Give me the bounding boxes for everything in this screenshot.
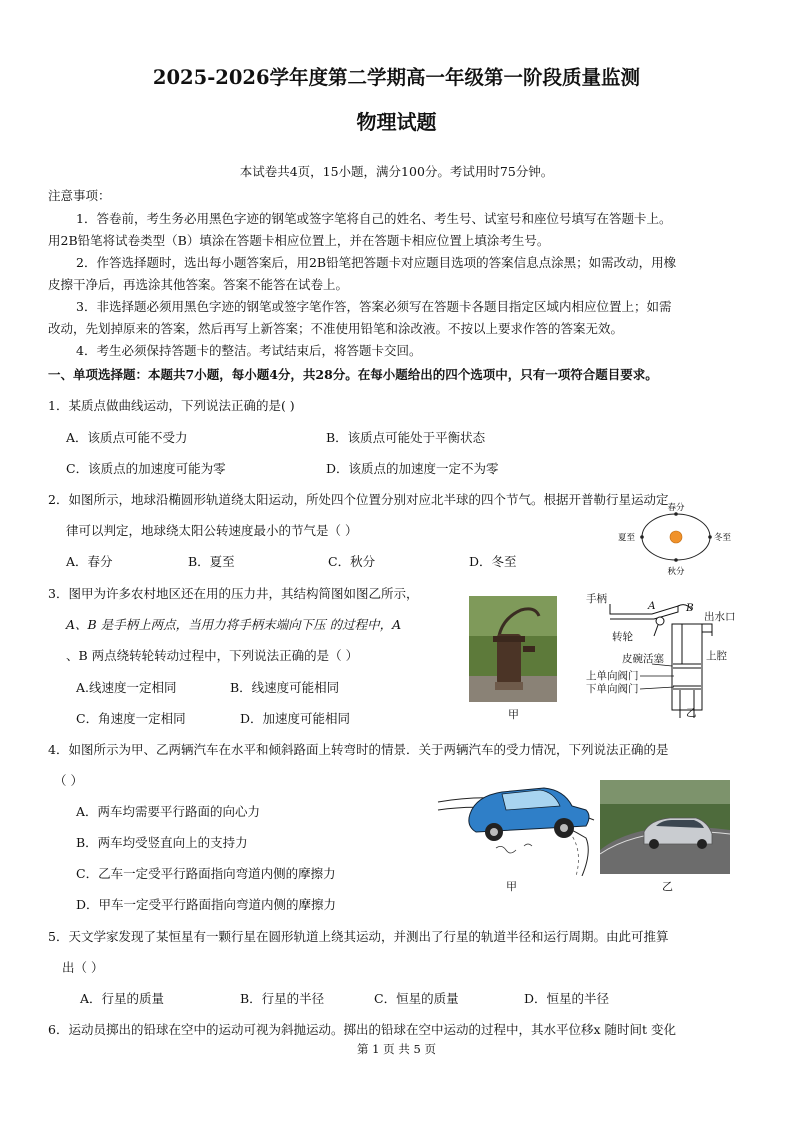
pump-photo-caption: 甲 [508, 708, 519, 721]
q1-option-b: B．该质点可能处于平衡状态 [326, 430, 486, 445]
label-valve-up: 上单向阀门 [586, 670, 639, 682]
label-wheel: 转轮 [612, 631, 633, 643]
pump-photo [469, 596, 557, 702]
q3-option-d: D．加速度可能相同 [240, 711, 351, 726]
notice-line-4: 皮擦干净后，再选涂其他答案。答案不能答在试卷上。 [48, 277, 349, 292]
q2-option-c: C．秋分 [328, 554, 376, 569]
q2-stem-2: 律可以判定，地球绕太阳公转速度最小的节气是（ ） [66, 523, 358, 538]
notice-heading: 注意事项： [48, 188, 111, 203]
notice-line-3: 2．作答选择题时，选出每小题答案后，用2B铅笔把答题卡对应题目选项的答案信息点涂黑；如需改动，用橡 [76, 255, 677, 270]
notice-line-7: 4．考生必须保持答题卡的整洁。考试结束后，将答题卡交回。 [76, 343, 422, 358]
q3-stem-1: 3．图甲为许多农村地区还在用的压力井，其结构简图如图乙所示， [48, 586, 419, 601]
q4-option-b: B．两车均受竖直向上的支持力 [76, 835, 248, 850]
pump-diagram [582, 588, 754, 720]
notice-line-1: 1．答卷前，考生务必用黑色字迹的钢笔或签字笔将自己的姓名、考生号、试室号和座位号填写在答题卡上。 [76, 211, 672, 226]
label-point-a: A [648, 600, 656, 612]
q3-stem-3: 、B 两点绕转轮转动过程中，下列说法正确的是（ ） [66, 648, 359, 663]
q5-option-b: B．行星的半径 [240, 991, 325, 1006]
q5-option-d: D．恒星的半径 [524, 991, 610, 1006]
q6-stem-1: 6．运动员掷出的铅球在空中的运动可视为斜抛运动。掷出的铅球在空中运动的过程中，其水平位移x 随时间t 变化 [48, 1022, 676, 1037]
page-subtitle: 物理试题 [356, 110, 437, 134]
q3-stem-2: A、B 是手柄上两点，当用力将手柄末端向下压 的过程中，A [66, 617, 402, 632]
label-outlet: 出水口 [704, 611, 736, 623]
label-piston: 皮碗活塞 [622, 653, 664, 665]
q4-option-a: A．两车均需要平行路面的向心力 [76, 804, 261, 819]
q1-stem: 1．某质点做曲线运动，下列说法正确的是( ) [48, 398, 295, 413]
label-valve-down: 下单向阀门 [586, 683, 639, 695]
orbit-label-spring: 春分 [667, 503, 685, 513]
q2-stem-1: 2．如图所示，地球沿椭圆形轨道绕太阳运动，所处四个位置分别对应北半球的四个节气。根据开普勒行星运动定 [48, 492, 669, 507]
q1-option-c: C．该质点的加速度可能为零 [66, 461, 226, 476]
page-footer: 第 1 页 共 5 页 [357, 1042, 436, 1056]
label-point-b: B [686, 602, 694, 614]
q3-option-a: A.线速度一定相同 [76, 680, 177, 695]
notice-line-2: 用2B铅笔将试卷类型（B）填涂在答题卡相应位置上，并在答题卡相应位置上填涂考生号。 [48, 233, 550, 248]
sun-icon [670, 531, 682, 543]
exam-intro: 本试卷共4页，15小题，满分100分。考试用时75分钟。 [239, 164, 554, 179]
car-photo [600, 780, 730, 874]
car-cartoon [436, 780, 596, 876]
orbit-label-winter: 冬至 [714, 533, 732, 543]
q1-option-d: D．该质点的加速度一定不为零 [326, 461, 499, 476]
section-heading: 一、单项选择题：本题共7小题，每小题4分，共28分。在每小题给出的四个选项中，只有一项符合题目要求。 [48, 367, 658, 382]
q3-option-c: C．角速度一定相同 [76, 711, 186, 726]
label-handle: 手柄 [586, 593, 607, 605]
q4-option-c: C．乙车一定受平行路面指向弯道内侧的摩擦力 [76, 866, 336, 881]
q4-stem-1: 4．如图所示为甲、乙两辆汽车在水平和倾斜路面上转弯时的情景．关于两辆汽车的受力情况，下列说法正确的是 [48, 742, 669, 757]
q2-option-b: B．夏至 [188, 554, 235, 569]
page-title: 2025-2026学年度第二学期高一年级第一阶段质量监测 [152, 66, 641, 89]
q1-option-a: A．该质点可能不受力 [66, 430, 188, 445]
car-photo-caption: 乙 [662, 880, 673, 893]
q2-option-d: D．冬至 [469, 554, 517, 569]
pump-diagram-caption: 乙 [686, 707, 697, 719]
orbit-label-autumn: 秋分 [667, 567, 685, 577]
q5-stem-2: 出（ ） [62, 960, 104, 975]
q3-option-b: B．线速度可能相同 [230, 680, 340, 695]
q5-option-c: C．恒星的质量 [374, 991, 459, 1006]
q5-option-a: A．行星的质量 [80, 991, 165, 1006]
q2-option-a: A．春分 [66, 554, 113, 569]
q4-option-d: D．甲车一定受平行路面指向弯道内侧的摩擦力 [76, 897, 337, 912]
q5-stem-1: 5．天文学家发现了某恒星有一颗行星在圆形轨道上绕其运动，并测出了行星的轨道半径和运行周期。由此可推算 [48, 929, 669, 944]
orbit-label-summer: 夏至 [618, 533, 636, 543]
notice-line-5: 3．非选择题必须用黑色字迹的钢笔或签字笔作答，答案必须写在答题卡各题目指定区域内相应位置上；如需 [76, 299, 672, 314]
car-cartoon-caption: 甲 [506, 880, 517, 893]
q4-stem-2: （ ） [54, 773, 83, 788]
orbit-diagram [606, 500, 746, 578]
notice-line-6: 改动，先划掉原来的答案，然后再写上新答案；不准使用铅笔和涂改液。不按以上要求作答的答案无效。 [48, 321, 624, 336]
label-upper-chamber: 上腔 [706, 650, 727, 662]
